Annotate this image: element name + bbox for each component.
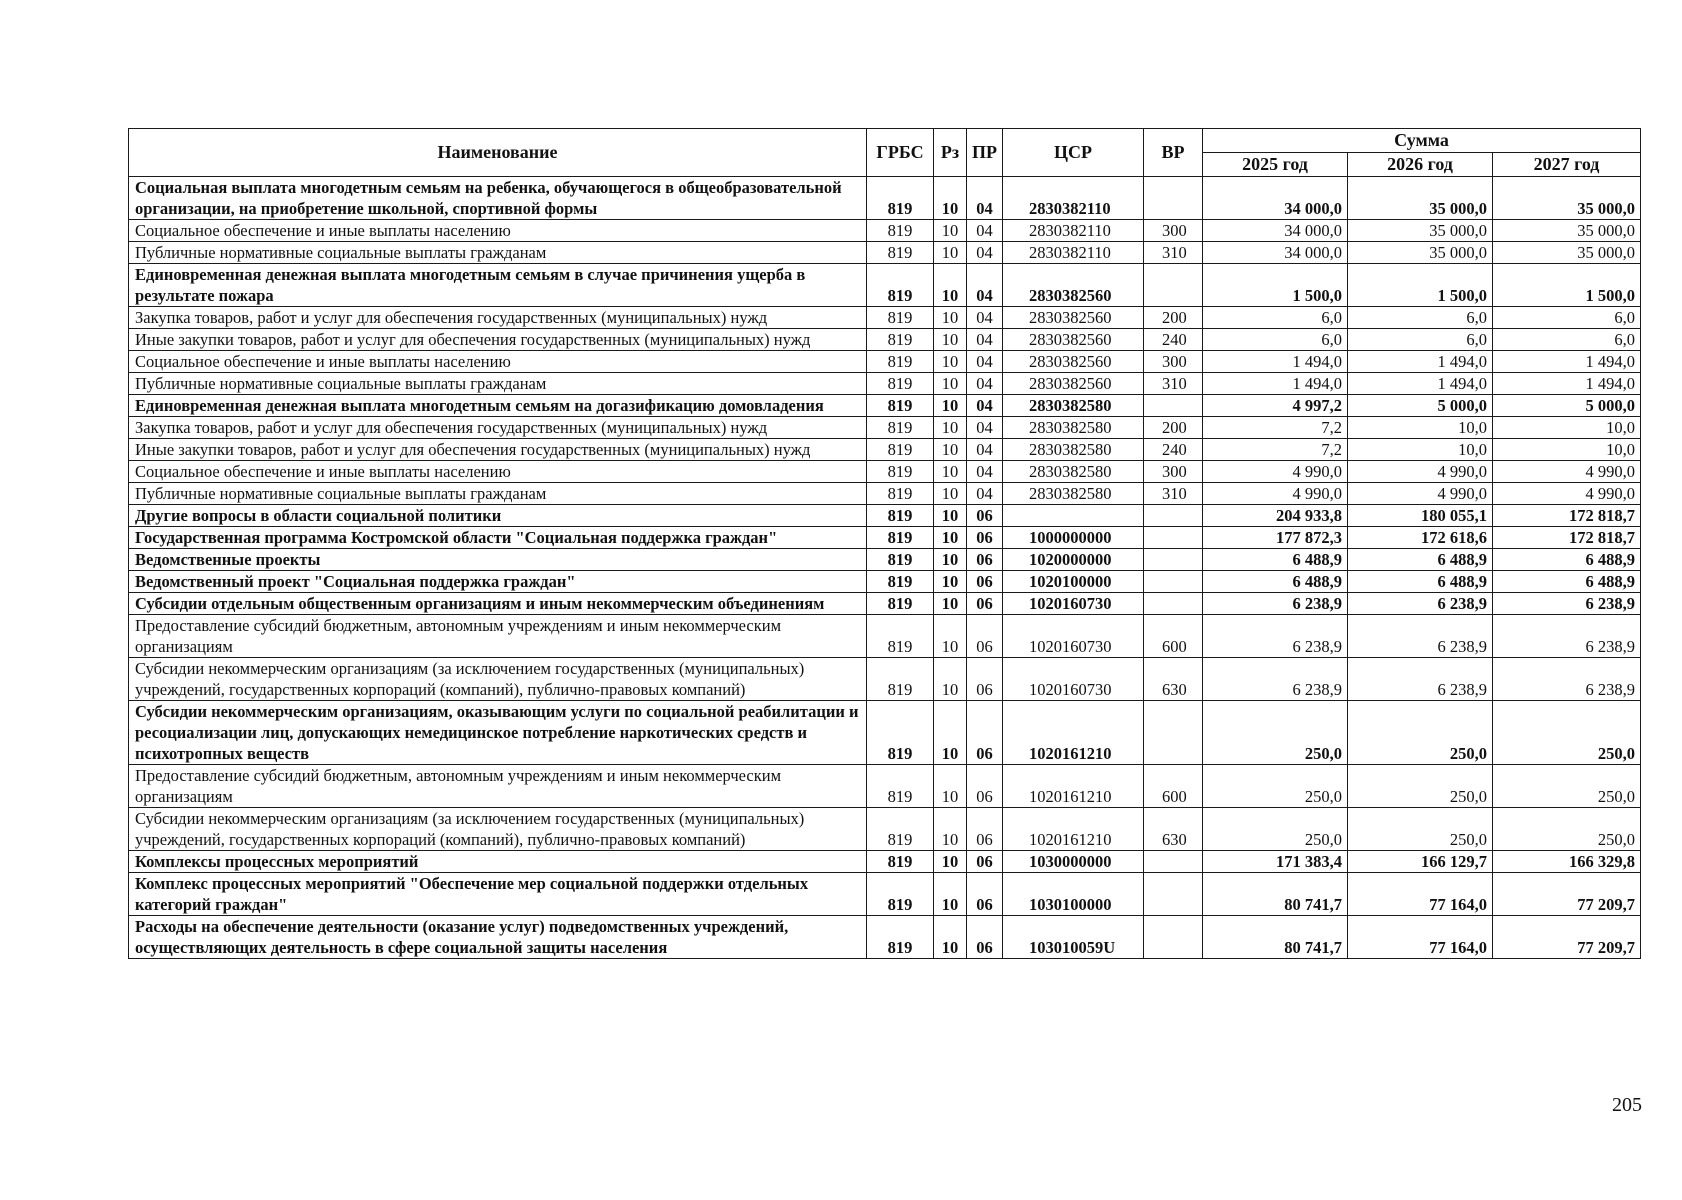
- table-header: [129, 129, 1641, 177]
- row-sum-2026: 4 990,0: [1348, 483, 1493, 505]
- row-rz: 10: [934, 505, 967, 527]
- row-csr: 1030100000: [1003, 873, 1144, 916]
- table-row: [129, 329, 1641, 351]
- page-number: 205: [1612, 1094, 1642, 1116]
- row-sum-2025: 171 383,4: [1203, 851, 1348, 873]
- row-pr: 06: [967, 916, 1003, 959]
- row-sum-2026: 6 238,9: [1348, 593, 1493, 615]
- row-vr: 630: [1144, 658, 1203, 701]
- row-vr: [1144, 873, 1203, 916]
- row-sum-2025: 4 990,0: [1203, 483, 1348, 505]
- row-rz: 10: [934, 242, 967, 264]
- row-sum-2026: 6 238,9: [1348, 658, 1493, 701]
- row-sum-2026: 6,0: [1348, 329, 1493, 351]
- row-pr: 04: [967, 461, 1003, 483]
- row-sum-2027: 6 488,9: [1493, 571, 1641, 593]
- header-pr: ПР: [967, 129, 1003, 177]
- table-row: [129, 593, 1641, 615]
- row-csr: [1003, 505, 1144, 527]
- row-grbs: 819: [867, 177, 934, 220]
- row-pr: 06: [967, 873, 1003, 916]
- row-sum-2027: 4 990,0: [1493, 483, 1641, 505]
- row-pr: 06: [967, 851, 1003, 873]
- row-grbs: 819: [867, 916, 934, 959]
- row-sum-2026: 35 000,0: [1348, 242, 1493, 264]
- row-name: Субсидии отдельным общественным организациям и иным некоммерческим объединениям: [129, 593, 867, 615]
- row-sum-2026: 6 488,9: [1348, 571, 1493, 593]
- header-rz: Рз: [934, 129, 967, 177]
- row-grbs: 819: [867, 658, 934, 701]
- row-sum-2026: 166 129,7: [1348, 851, 1493, 873]
- row-pr: 06: [967, 808, 1003, 851]
- table-row: [129, 483, 1641, 505]
- row-sum-2027: 1 494,0: [1493, 373, 1641, 395]
- row-csr: 2830382580: [1003, 417, 1144, 439]
- row-csr: 2830382560: [1003, 351, 1144, 373]
- table-row: [129, 916, 1641, 959]
- row-vr: [1144, 851, 1203, 873]
- row-grbs: 819: [867, 329, 934, 351]
- row-sum-2027: 77 209,7: [1493, 916, 1641, 959]
- row-sum-2025: 6 238,9: [1203, 593, 1348, 615]
- row-pr: 06: [967, 593, 1003, 615]
- row-pr: 06: [967, 505, 1003, 527]
- row-rz: 10: [934, 615, 967, 658]
- row-rz: 10: [934, 571, 967, 593]
- row-pr: 06: [967, 658, 1003, 701]
- table-row: [129, 351, 1641, 373]
- row-rz: 10: [934, 549, 967, 571]
- row-csr: 1020161210: [1003, 701, 1144, 765]
- row-grbs: 819: [867, 242, 934, 264]
- row-pr: 04: [967, 242, 1003, 264]
- row-sum-2026: 172 618,6: [1348, 527, 1493, 549]
- table-row: [129, 615, 1641, 658]
- row-vr: 240: [1144, 329, 1203, 351]
- row-grbs: 819: [867, 351, 934, 373]
- row-csr: 2830382580: [1003, 483, 1144, 505]
- budget-sheet: [128, 128, 1640, 959]
- row-grbs: 819: [867, 593, 934, 615]
- row-csr: 1030000000: [1003, 851, 1144, 873]
- row-csr: 1000000000: [1003, 527, 1144, 549]
- row-grbs: 819: [867, 417, 934, 439]
- table-row: [129, 808, 1641, 851]
- row-grbs: 819: [867, 808, 934, 851]
- table-row: [129, 527, 1641, 549]
- row-sum-2026: 250,0: [1348, 765, 1493, 808]
- row-sum-2025: 204 933,8: [1203, 505, 1348, 527]
- row-sum-2025: 250,0: [1203, 808, 1348, 851]
- row-grbs: 819: [867, 439, 934, 461]
- row-vr: 310: [1144, 373, 1203, 395]
- row-sum-2025: 4 990,0: [1203, 461, 1348, 483]
- row-name: Закупка товаров, работ и услуг для обеспечения государственных (муниципальных) нужд: [129, 417, 867, 439]
- row-vr: 600: [1144, 765, 1203, 808]
- row-grbs: 819: [867, 701, 934, 765]
- row-pr: 06: [967, 527, 1003, 549]
- row-pr: 06: [967, 549, 1003, 571]
- header-csr: ЦСР: [1003, 129, 1144, 177]
- row-sum-2027: 77 209,7: [1493, 873, 1641, 916]
- row-sum-2027: 172 818,7: [1493, 527, 1641, 549]
- row-grbs: 819: [867, 483, 934, 505]
- table-row: [129, 307, 1641, 329]
- row-vr: 200: [1144, 417, 1203, 439]
- row-rz: 10: [934, 873, 967, 916]
- row-vr: [1144, 701, 1203, 765]
- row-rz: 10: [934, 461, 967, 483]
- row-sum-2026: 6 238,9: [1348, 615, 1493, 658]
- row-sum-2027: 10,0: [1493, 417, 1641, 439]
- header-2027: 2027 год: [1493, 153, 1641, 177]
- row-pr: 04: [967, 351, 1003, 373]
- table-row: [129, 765, 1641, 808]
- row-sum-2027: 5 000,0: [1493, 395, 1641, 417]
- row-name: Социальная выплата многодетным семьям на ребенка, обучающегося в общеобразовательной организации, на приобретение школьной, спортивной формы: [129, 177, 867, 220]
- row-sum-2027: 1 494,0: [1493, 351, 1641, 373]
- row-sum-2026: 180 055,1: [1348, 505, 1493, 527]
- row-sum-2026: 250,0: [1348, 808, 1493, 851]
- row-sum-2026: 250,0: [1348, 701, 1493, 765]
- row-name: Иные закупки товаров, работ и услуг для обеспечения государственных (муниципальных) нужд: [129, 329, 867, 351]
- row-sum-2025: 1 494,0: [1203, 351, 1348, 373]
- row-sum-2027: 35 000,0: [1493, 242, 1641, 264]
- row-sum-2026: 4 990,0: [1348, 461, 1493, 483]
- row-sum-2027: 6,0: [1493, 307, 1641, 329]
- row-csr: 1020161210: [1003, 808, 1144, 851]
- row-grbs: 819: [867, 873, 934, 916]
- row-vr: 300: [1144, 461, 1203, 483]
- row-csr: 2830382110: [1003, 242, 1144, 264]
- row-rz: 10: [934, 808, 967, 851]
- table-row: [129, 549, 1641, 571]
- table-row: [129, 242, 1641, 264]
- row-csr: 1020161210: [1003, 765, 1144, 808]
- table-row: [129, 873, 1641, 916]
- row-sum-2025: 34 000,0: [1203, 220, 1348, 242]
- row-csr: 2830382110: [1003, 177, 1144, 220]
- row-csr: 2830382110: [1003, 220, 1144, 242]
- row-pr: 06: [967, 701, 1003, 765]
- row-sum-2025: 1 500,0: [1203, 264, 1348, 307]
- row-rz: 10: [934, 593, 967, 615]
- row-sum-2026: 10,0: [1348, 417, 1493, 439]
- row-name: Расходы на обеспечение деятельности (оказание услуг) подведомственных учреждений, осуществляющих деятельность в сфере социальной защиты населения: [129, 916, 867, 959]
- row-rz: 10: [934, 220, 967, 242]
- row-vr: 300: [1144, 351, 1203, 373]
- table-row: [129, 851, 1641, 873]
- row-grbs: 819: [867, 220, 934, 242]
- row-sum-2025: 4 997,2: [1203, 395, 1348, 417]
- row-sum-2026: 1 494,0: [1348, 373, 1493, 395]
- row-vr: [1144, 177, 1203, 220]
- row-pr: 04: [967, 329, 1003, 351]
- row-vr: 310: [1144, 242, 1203, 264]
- row-vr: 310: [1144, 483, 1203, 505]
- row-name: Публичные нормативные социальные выплаты гражданам: [129, 483, 867, 505]
- row-vr: [1144, 916, 1203, 959]
- row-sum-2026: 77 164,0: [1348, 873, 1493, 916]
- row-name: Единовременная денежная выплата многодетным семьям в случае причинения ущерба в результате пожара: [129, 264, 867, 307]
- header-vr: ВР: [1144, 129, 1203, 177]
- row-rz: 10: [934, 395, 967, 417]
- table-row: [129, 417, 1641, 439]
- row-rz: 10: [934, 851, 967, 873]
- row-grbs: 819: [867, 373, 934, 395]
- row-vr: 300: [1144, 220, 1203, 242]
- row-sum-2027: 250,0: [1493, 808, 1641, 851]
- row-name: Иные закупки товаров, работ и услуг для обеспечения государственных (муниципальных) нужд: [129, 439, 867, 461]
- row-name: Предоставление субсидий бюджетным, автономным учреждениям и иным некоммерческим организациям: [129, 765, 867, 808]
- table-row: [129, 701, 1641, 765]
- row-sum-2025: 250,0: [1203, 701, 1348, 765]
- table-row: [129, 264, 1641, 307]
- row-csr: 2830382580: [1003, 439, 1144, 461]
- row-rz: 10: [934, 916, 967, 959]
- row-name: Социальное обеспечение и иные выплаты населению: [129, 220, 867, 242]
- row-name: Комплексы процессных мероприятий: [129, 851, 867, 873]
- row-rz: 10: [934, 307, 967, 329]
- row-name: Ведомственные проекты: [129, 549, 867, 571]
- row-vr: 600: [1144, 615, 1203, 658]
- header-2026: 2026 год: [1348, 153, 1493, 177]
- row-sum-2025: 7,2: [1203, 439, 1348, 461]
- row-csr: 2830382560: [1003, 307, 1144, 329]
- row-sum-2027: 6 238,9: [1493, 615, 1641, 658]
- row-sum-2026: 5 000,0: [1348, 395, 1493, 417]
- row-sum-2026: 77 164,0: [1348, 916, 1493, 959]
- row-pr: 04: [967, 483, 1003, 505]
- row-grbs: 819: [867, 615, 934, 658]
- row-vr: [1144, 505, 1203, 527]
- row-csr: 2830382560: [1003, 373, 1144, 395]
- row-rz: 10: [934, 483, 967, 505]
- row-sum-2027: 250,0: [1493, 701, 1641, 765]
- row-sum-2025: 80 741,7: [1203, 916, 1348, 959]
- row-sum-2027: 166 329,8: [1493, 851, 1641, 873]
- row-csr: 1020000000: [1003, 549, 1144, 571]
- row-grbs: 819: [867, 765, 934, 808]
- row-pr: 04: [967, 220, 1003, 242]
- row-sum-2025: 6 238,9: [1203, 658, 1348, 701]
- row-sum-2025: 6 488,9: [1203, 571, 1348, 593]
- row-pr: 04: [967, 439, 1003, 461]
- row-sum-2026: 1 500,0: [1348, 264, 1493, 307]
- row-csr: 103010059U: [1003, 916, 1144, 959]
- row-sum-2027: 10,0: [1493, 439, 1641, 461]
- table-row: [129, 220, 1641, 242]
- row-grbs: 819: [867, 461, 934, 483]
- row-name: Закупка товаров, работ и услуг для обеспечения государственных (муниципальных) нужд: [129, 307, 867, 329]
- row-vr: 240: [1144, 439, 1203, 461]
- row-pr: 04: [967, 307, 1003, 329]
- row-sum-2025: 80 741,7: [1203, 873, 1348, 916]
- row-sum-2026: 35 000,0: [1348, 220, 1493, 242]
- header-name: Наименование: [129, 129, 867, 177]
- row-vr: [1144, 264, 1203, 307]
- row-sum-2026: 6 488,9: [1348, 549, 1493, 571]
- row-grbs: 819: [867, 549, 934, 571]
- row-csr: 2830382580: [1003, 461, 1144, 483]
- table-row: [129, 571, 1641, 593]
- row-sum-2027: 6 238,9: [1493, 593, 1641, 615]
- row-grbs: 819: [867, 505, 934, 527]
- row-csr: 2830382580: [1003, 395, 1144, 417]
- header-2025: 2025 год: [1203, 153, 1348, 177]
- row-grbs: 819: [867, 851, 934, 873]
- row-grbs: 819: [867, 395, 934, 417]
- table-row: [129, 658, 1641, 701]
- row-name: Единовременная денежная выплата многодетным семьям на догазификацию домовладения: [129, 395, 867, 417]
- row-csr: 1020160730: [1003, 615, 1144, 658]
- row-sum-2027: 6 238,9: [1493, 658, 1641, 701]
- row-vr: 200: [1144, 307, 1203, 329]
- row-sum-2027: 172 818,7: [1493, 505, 1641, 527]
- row-sum-2025: 7,2: [1203, 417, 1348, 439]
- row-sum-2027: 35 000,0: [1493, 177, 1641, 220]
- row-vr: [1144, 593, 1203, 615]
- table-row: [129, 373, 1641, 395]
- row-csr: 2830382560: [1003, 264, 1144, 307]
- row-pr: 06: [967, 571, 1003, 593]
- row-name: Социальное обеспечение и иные выплаты населению: [129, 351, 867, 373]
- row-grbs: 819: [867, 527, 934, 549]
- table-body: [129, 177, 1641, 959]
- row-sum-2025: 6,0: [1203, 307, 1348, 329]
- row-rz: 10: [934, 329, 967, 351]
- row-pr: 06: [967, 615, 1003, 658]
- row-vr: [1144, 571, 1203, 593]
- row-rz: 10: [934, 527, 967, 549]
- row-sum-2027: 35 000,0: [1493, 220, 1641, 242]
- row-vr: 630: [1144, 808, 1203, 851]
- row-name: Публичные нормативные социальные выплаты гражданам: [129, 242, 867, 264]
- row-pr: 04: [967, 264, 1003, 307]
- row-sum-2025: 6,0: [1203, 329, 1348, 351]
- row-sum-2027: 1 500,0: [1493, 264, 1641, 307]
- row-name: Субсидии некоммерческим организациям (за исключением государственных (муниципальных) учреждений, государственных корпораций (компаний), публично-правовых компаний): [129, 658, 867, 701]
- row-sum-2025: 177 872,3: [1203, 527, 1348, 549]
- table-row: [129, 439, 1641, 461]
- row-sum-2026: 10,0: [1348, 439, 1493, 461]
- row-name: Субсидии некоммерческим организациям, оказывающим услуги по социальной реабилитации и ресоциализации лиц, допускающих немедицинское потребление наркотических средств и психотропных веществ: [129, 701, 867, 765]
- table-row: [129, 395, 1641, 417]
- row-csr: 1020160730: [1003, 658, 1144, 701]
- row-sum-2027: 250,0: [1493, 765, 1641, 808]
- header-grbs: ГРБС: [867, 129, 934, 177]
- row-sum-2027: 4 990,0: [1493, 461, 1641, 483]
- row-sum-2026: 1 494,0: [1348, 351, 1493, 373]
- row-grbs: 819: [867, 264, 934, 307]
- row-rz: 10: [934, 658, 967, 701]
- row-sum-2025: 34 000,0: [1203, 242, 1348, 264]
- row-rz: 10: [934, 264, 967, 307]
- row-rz: 10: [934, 765, 967, 808]
- row-pr: 06: [967, 765, 1003, 808]
- row-rz: 10: [934, 439, 967, 461]
- row-sum-2027: 6 488,9: [1493, 549, 1641, 571]
- row-pr: 04: [967, 177, 1003, 220]
- row-vr: [1144, 527, 1203, 549]
- row-csr: 1020100000: [1003, 571, 1144, 593]
- row-name: Субсидии некоммерческим организациям (за исключением государственных (муниципальных) учреждений, государственных корпораций (компаний), публично-правовых компаний): [129, 808, 867, 851]
- row-sum-2025: 250,0: [1203, 765, 1348, 808]
- row-name: Другие вопросы в области социальной политики: [129, 505, 867, 527]
- row-pr: 04: [967, 373, 1003, 395]
- row-sum-2026: 6,0: [1348, 307, 1493, 329]
- table-row: [129, 177, 1641, 220]
- row-grbs: 819: [867, 571, 934, 593]
- row-rz: 10: [934, 417, 967, 439]
- row-name: Ведомственный проект "Социальная поддержка граждан": [129, 571, 867, 593]
- row-rz: 10: [934, 701, 967, 765]
- row-name: Публичные нормативные социальные выплаты гражданам: [129, 373, 867, 395]
- budget-table: [128, 128, 1641, 959]
- row-grbs: 819: [867, 307, 934, 329]
- row-sum-2025: 6 238,9: [1203, 615, 1348, 658]
- row-csr: 2830382560: [1003, 329, 1144, 351]
- table-row: [129, 505, 1641, 527]
- row-pr: 04: [967, 417, 1003, 439]
- row-sum-2025: 34 000,0: [1203, 177, 1348, 220]
- row-csr: 1020160730: [1003, 593, 1144, 615]
- row-rz: 10: [934, 373, 967, 395]
- row-rz: 10: [934, 177, 967, 220]
- row-pr: 04: [967, 395, 1003, 417]
- table-row: [129, 461, 1641, 483]
- row-name: Государственная программа Костромской области "Социальная поддержка граждан": [129, 527, 867, 549]
- row-sum-2025: 6 488,9: [1203, 549, 1348, 571]
- row-rz: 10: [934, 351, 967, 373]
- row-name: Социальное обеспечение и иные выплаты населению: [129, 461, 867, 483]
- row-vr: [1144, 549, 1203, 571]
- header-sum: Сумма: [1203, 129, 1641, 153]
- row-sum-2026: 35 000,0: [1348, 177, 1493, 220]
- row-sum-2027: 6,0: [1493, 329, 1641, 351]
- row-sum-2025: 1 494,0: [1203, 373, 1348, 395]
- row-vr: [1144, 395, 1203, 417]
- row-name: Комплекс процессных мероприятий "Обеспечение мер социальной поддержки отдельных категорий граждан": [129, 873, 867, 916]
- row-name: Предоставление субсидий бюджетным, автономным учреждениям и иным некоммерческим организациям: [129, 615, 867, 658]
